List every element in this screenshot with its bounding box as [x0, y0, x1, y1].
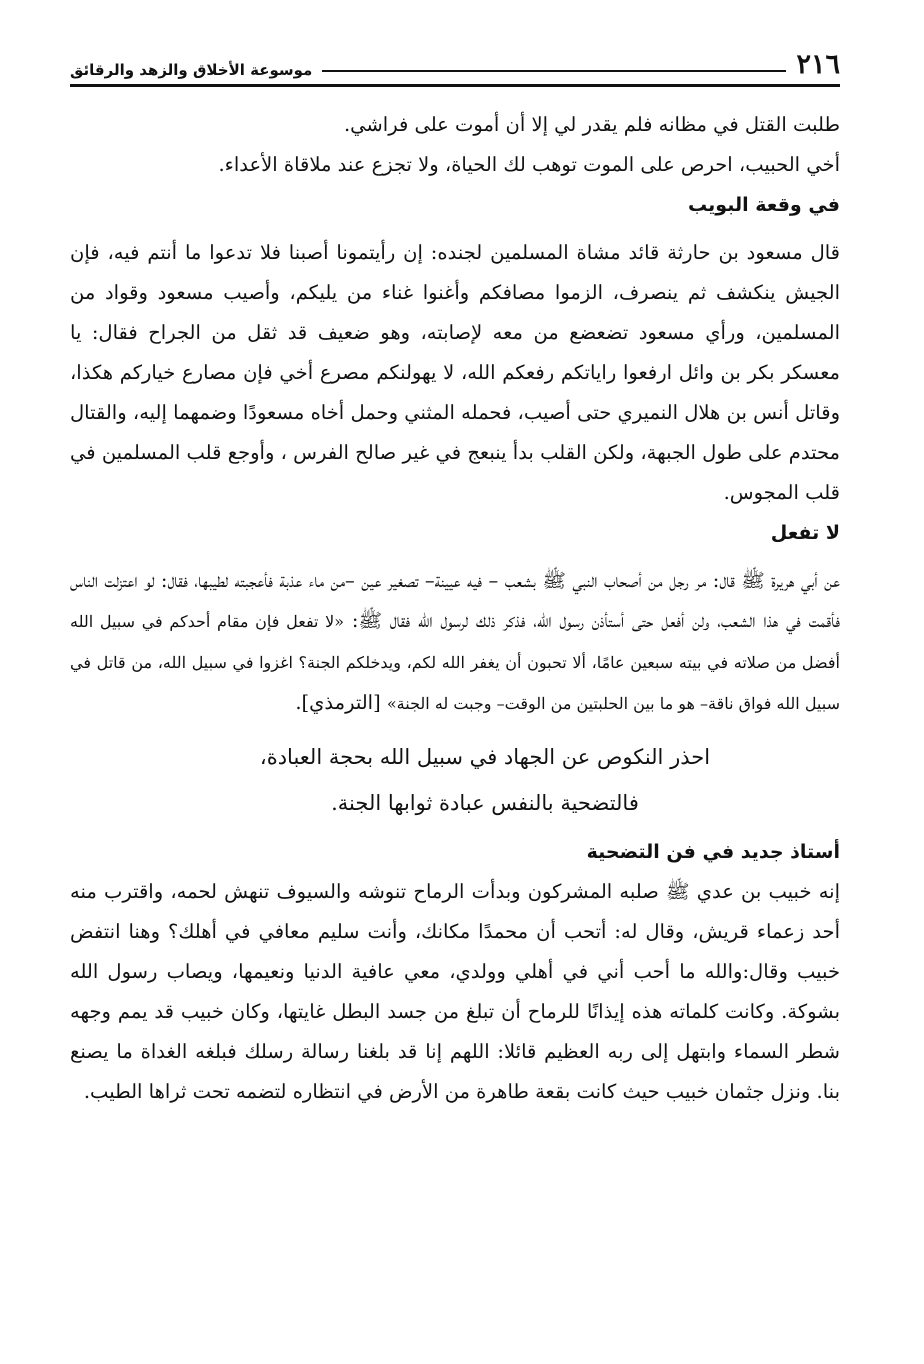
paragraph-3: قال مسعود بن حارثة قائد مشاة المسلمين لجنده: إن رأيتمونا أصبنا فلا تدعوا ما أنتم فيه، فإن الجيش ينكشف ثم ينصرف، الزموا مصافكم وأغنوا غناء من يليكم، وأصيب مسعود وقواد من المسلمين، ورأي مسعود تضعضع من معه لإصابته، وهو ضعيف قد ثقل من الجراح فقال: يا معسكر بكر بن وائل ارفعوا راياتكم رفعكم الله، لا يهولنكم مصرع أخي فإن مصارع خياركم هكذا، وقاتل أنس بن هلال النميري حتى أصيب، فحمله المثني وحمل أخاه مسعودًا وضمهما إليه، والقتال محتدم على طول الجبهة، ولكن القلب بدأ ينبعج في غير صالح الفرس ، وأوجع قلب المسلمين في قلب المجوس.	[70, 241, 840, 504]
page-number: ٢١٦	[796, 49, 840, 80]
hadith-source: [الترمذي].	[295, 691, 387, 714]
verse-line-1: احذر النكوص عن الجهاد في سبيل الله بحجة العبادة،	[259, 745, 711, 769]
paragraph-5: إنه خبيب بن عدي ﷺ صلبه المشركون وبدأت الرماح تنوشه والسيوف تنهش لحمه، واقترب منه أحد زعماء قريش، وقال له: أتحب أن محمدًا مكانك، وأنت سليم معافي في أهلك؟ وهنا انتفض خبيب وقال:والله ما أحب أني في أهلي وولدي، معي عافية الدنيا ونعيمها، ويصاب رسول الله بشوكة. وكانت كلماته هذه إيذانًا للرماح أن تبلغ من جسد البطل غايتها، وكان خبيب قد يمم وجهه شطر السماء وابتهل إلى ربه العظيم قائلا: اللهم إنا قد بلغنا رسالة رسلك فبلغه الغداة ما يصنع بنا. ونزل جثمان خبيب حيث كانت بقعة طاهرة من الأرض في انتظاره لتضمه تحت ثراها الطيب.	[70, 880, 840, 1103]
header-rule	[322, 70, 786, 72]
verse-line-2: فالتضحية بالنفس عبادة ثوابها الجنة.	[331, 791, 639, 815]
hadith-quote: «لا تفعل فإن مقام أحدكم في سبيل الله أفضل من صلاته في بيته سبعين عامًا، ألا تحبون أن يغفر الله لكم، ويدخلكم الجنة؟ اغزوا في سبيل الله، من قاتل في سبيل الله فواق ناقة– هو ما بين الحلبتين من الوقت– وجبت له الجنة»	[70, 612, 840, 713]
book-page	[70, 40, 840, 1112]
running-title: موسوعة الأخلاق والزهد والرقائق	[70, 61, 313, 79]
heading-new-teacher: أستاذ جديد في فن التضحية	[586, 841, 840, 863]
paragraph-4-text: عن أبي هريرة ﷺ قال: مر رجل من أصحاب النبي ﷺ بشعب – فيه عيينة– تصغير عين –من ماء عذبة فأعجبته لطيبها، فقال: لو اعتزلت الناس فأقمت في هذا الشعب، ولن أفعل حتى أستأذن رسول الله، فذكر ذلك لرسول الله فقال ﷺ:	[70, 569, 840, 632]
paragraph-1: طلبت القتل في مظانه فلم يقدر لي إلا أن أموت على فراشي.	[343, 113, 840, 136]
page-header	[70, 40, 840, 78]
paragraph-4	[70, 561, 840, 724]
paragraph-2: أخي الحبيب، احرص على الموت توهب لك الحياة، ولا تجزع عند ملاقاة الأعداء.	[218, 153, 840, 176]
heading-la-tafal: لا تفعل	[770, 522, 840, 544]
heading-buwayb: في وقعة البويب	[688, 194, 840, 216]
